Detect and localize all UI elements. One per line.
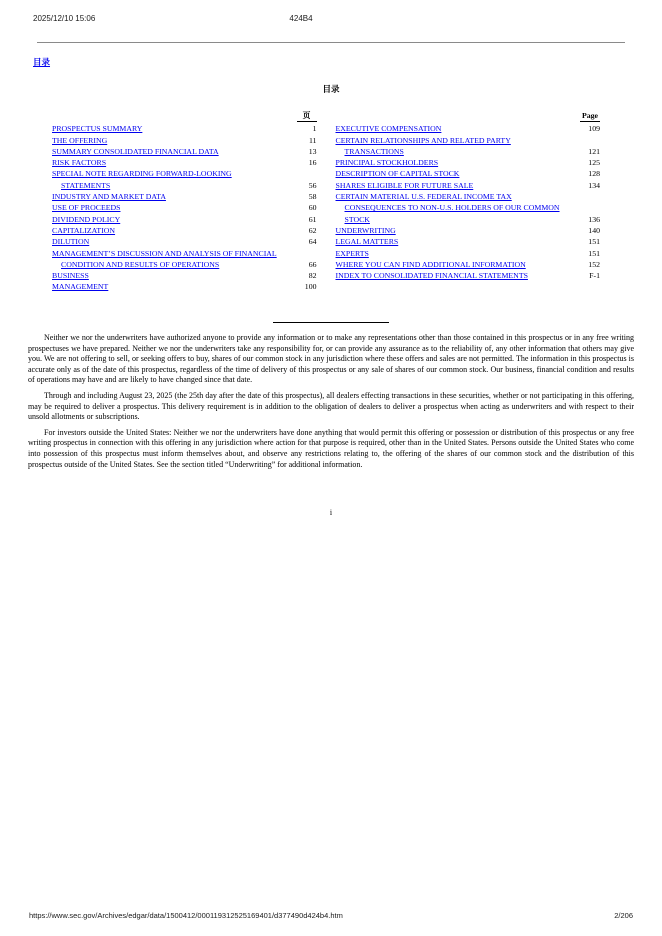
toc-entry-link[interactable]: EXPERTS — [335, 248, 369, 258]
toc-entry — [336, 259, 601, 270]
toc-entry-link[interactable]: DILUTION — [52, 237, 90, 247]
toc-entry-page-number: 16 — [308, 158, 317, 168]
print-timestamp: 2025/12/10 15:06 — [33, 14, 96, 23]
toc-entry-link[interactable]: DIVIDEND POLICY — [52, 214, 121, 224]
toc-entry-page-number: 140 — [588, 225, 600, 235]
toc-entry-page-number: 62 — [308, 225, 317, 235]
toc-entry — [336, 191, 601, 225]
toc-entry-link[interactable]: SPECIAL NOTE REGARDING FORWARD-LOOKING STATEMENTS — [52, 169, 232, 190]
toc-entry — [52, 248, 317, 271]
toc-entry-page-number: 125 — [588, 158, 600, 168]
toc-entry — [52, 191, 317, 202]
toc-entry-page-number: 60 — [308, 203, 317, 213]
toc-entry-page-number: 82 — [308, 271, 317, 281]
toc-entry-page-number: 58 — [308, 192, 317, 202]
toc-entry-page-number: 151 — [588, 248, 600, 258]
toc-entry — [52, 281, 317, 292]
toc-entry-page-number: 1 — [312, 124, 317, 134]
toc-entry-page-number: 136 — [588, 214, 600, 224]
toc-entry-page-number: 134 — [588, 180, 600, 190]
toc-entry-link[interactable]: INDEX TO CONSOLIDATED FINANCIAL STATEMENTS — [335, 271, 528, 281]
toc-entry-link[interactable]: INDUSTRY AND MARKET DATA — [52, 192, 166, 202]
toc-entry-page-number: 56 — [308, 180, 317, 190]
toc-entry-page-number: 152 — [588, 259, 600, 269]
toc-entry — [336, 180, 601, 191]
legal-paragraph: Neither we nor the underwriters have authorized anyone to provide any information or to make any representations other than those contained in this prospectus or in any free writing prospectuses we have prepared. Neither we nor the underwriters take any responsibility for, or can provide any assurance as to the reliability of, any other information that others may give you. We are not offering to sell, or seeking offers to buy, shares of our common stock in any jurisdiction where these offers and sales are not permitted. The information in this prospectus is accurate only as of the date of this prospectus, regardless of the time of delivery of this prospectus or any sale of shares of our common stock. Our business, financial condition and results of operations may have and are likely to have changed since that date. — [28, 333, 634, 385]
toc-entry-page-number: 61 — [308, 214, 317, 224]
toc-entry — [336, 236, 601, 247]
toc-entry — [52, 146, 317, 157]
toc-entry — [336, 225, 601, 236]
toc-entry — [52, 135, 317, 146]
toc-entry — [336, 123, 601, 134]
toc-entry-page-number: 121 — [588, 146, 600, 156]
toc-left-column — [52, 110, 317, 293]
toc-entry-link[interactable]: WHERE YOU CAN FIND ADDITIONAL INFORMATION — [335, 259, 526, 269]
toc-entry-page-number: 64 — [308, 237, 317, 247]
toc-entry — [336, 135, 601, 158]
toc-entry-link[interactable]: CAPITALIZATION — [52, 225, 116, 235]
legal-paragraph: Through and including August 23, 2025 (the 25th day after the date of this prospectus), all dealers effecting transactions in these securities, whether or not participating in this offering, may be required to deliver a prospectus. This delivery requirement is in addition to the obligation of dealers to deliver a prospectus when acting as underwriters and with respect to their unsold allotments or subscriptions. — [28, 390, 634, 422]
toc-entry-page-number: 128 — [588, 169, 600, 179]
toc-entry-link[interactable]: SHARES ELIGIBLE FOR FUTURE SALE — [335, 180, 474, 190]
toc-entry-link[interactable]: DESCRIPTION OF CAPITAL STOCK — [335, 169, 460, 179]
toc-back-link[interactable]: 目录 — [33, 57, 51, 67]
toc-entry — [52, 157, 317, 168]
toc-entry — [52, 225, 317, 236]
toc-entry-link[interactable]: PRINCIPAL STOCKHOLDERS — [335, 158, 439, 168]
toc-entry-link[interactable]: PROSPECTUS SUMMARY — [52, 124, 143, 134]
toc-entry — [52, 236, 317, 247]
source-url: https://www.sec.gov/Archives/edgar/data/1500412/000119312525169401/d377490d424b4.htm — [29, 911, 343, 920]
page-indicator: 2/206 — [614, 911, 633, 920]
toc-entry-link[interactable]: LEGAL MATTERS — [335, 237, 399, 247]
page-number-marker: i — [329, 508, 333, 517]
toc-entry-link[interactable]: UNDERWRITING — [335, 225, 396, 235]
toc-page-column-header-en: Page — [580, 110, 600, 122]
table-of-contents — [52, 110, 600, 293]
toc-entry-page-number: 13 — [308, 146, 317, 156]
toc-entry-link[interactable]: BUSINESS — [52, 271, 89, 281]
toc-entry — [52, 168, 317, 191]
section-divider — [273, 322, 389, 323]
toc-entry — [52, 202, 317, 213]
toc-entry-page-number: 66 — [308, 259, 317, 269]
toc-entry-page-number: 109 — [588, 124, 600, 134]
toc-entry-link[interactable]: THE OFFERING — [52, 135, 108, 145]
toc-entry-page-number: F-1 — [589, 271, 600, 281]
toc-title: 目录 — [322, 84, 340, 94]
toc-entry — [52, 123, 317, 134]
legal-paragraph: For investors outside the United States: Neither we nor the underwriters have done anything that would permit this offering or possession or distribution of this prospectus or any free writing prospectus in connection with this offering in any jurisdiction where action for that purpose is required, other than in the United States. Persons outside the United States who come into possession of this prospectus must inform themselves about, and observe any restrictions relating to, the offering of the shares of our common stock and the distribution of this prospectus outside of the United States. See the section titled “Underwriting” for additional information. — [28, 427, 634, 469]
toc-right-header-row — [336, 110, 601, 122]
toc-entry-page-number: 11 — [308, 135, 317, 145]
toc-entry-link[interactable]: RISK FACTORS — [52, 158, 107, 168]
toc-entry-link[interactable]: MANAGEMENT’S DISCUSSION AND ANALYSIS OF FINANCIAL CONDITION AND RESULTS OF OPERATIONS — [52, 248, 277, 269]
document-type-label: 424B4 — [289, 14, 313, 23]
toc-entry-link[interactable]: EXECUTIVE COMPENSATION — [335, 124, 442, 134]
header-rule — [37, 42, 625, 43]
toc-right-column — [336, 110, 601, 293]
toc-entry — [336, 157, 601, 168]
toc-entry-link[interactable]: USE OF PROCEEDS — [52, 203, 121, 213]
toc-entry — [336, 168, 601, 179]
toc-entry-link[interactable]: CERTAIN MATERIAL U.S. FEDERAL INCOME TAX CONSEQUENCES TO NON-U.S. HOLDERS OF OUR COMMON STOCK — [335, 192, 560, 224]
toc-entry-page-number: 151 — [588, 237, 600, 247]
toc-page-column-header-cn: 页 — [297, 110, 317, 122]
toc-entry-page-number: 100 — [304, 282, 317, 292]
toc-entry — [52, 214, 317, 225]
toc-entry-link[interactable]: CERTAIN RELATIONSHIPS AND RELATED PARTY TRANSACTIONS — [335, 135, 511, 156]
toc-entry — [336, 270, 601, 281]
toc-left-header-row — [52, 110, 317, 122]
toc-entry — [336, 248, 601, 259]
legal-text-block — [28, 333, 634, 475]
toc-entry-link[interactable]: MANAGEMENT — [52, 282, 109, 292]
toc-entry-link[interactable]: SUMMARY CONSOLIDATED FINANCIAL DATA — [52, 146, 219, 156]
toc-entry — [52, 270, 317, 281]
